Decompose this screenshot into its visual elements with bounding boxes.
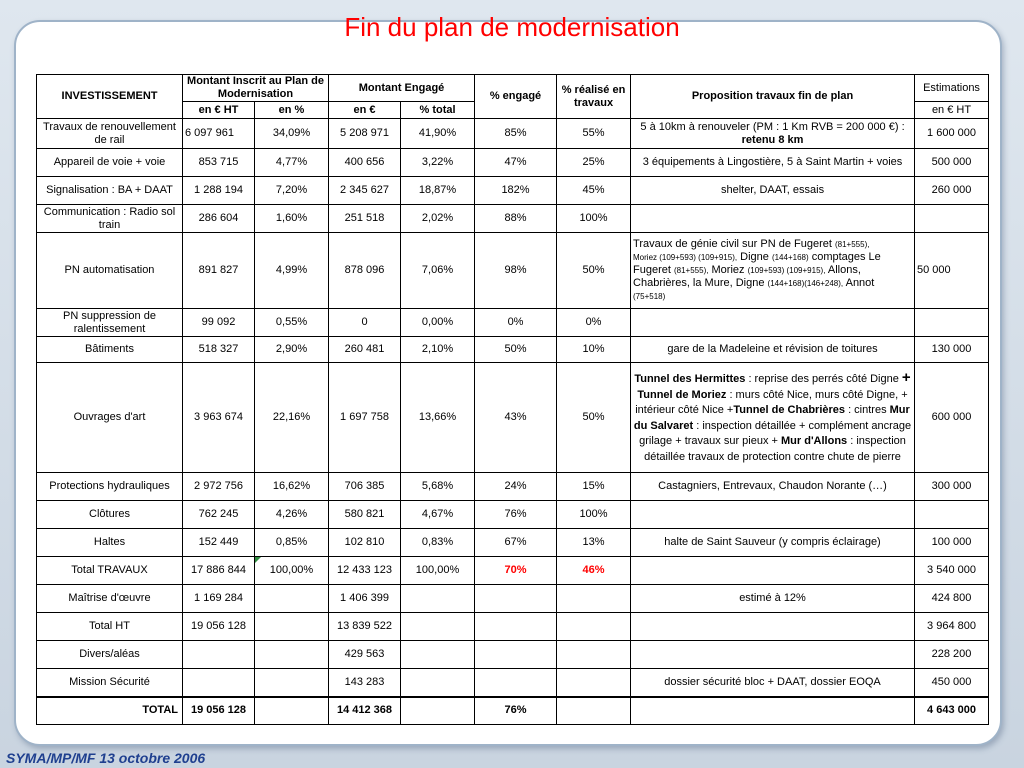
header-proposition: Proposition travaux fin de plan (631, 75, 915, 119)
cell-inscrit-pct: 4,26% (255, 501, 329, 529)
table-row (37, 529, 989, 557)
cell-engage-pct: 2,10% (401, 337, 475, 363)
oa-bold: Tunnel de Moriez (637, 388, 727, 401)
cell-inscrit-pct: 0,55% (255, 309, 329, 337)
cell-inscrit: 853 715 (183, 149, 255, 177)
cell-proposition: gare de la Madeleine et révision de toitures (631, 337, 915, 363)
cell-pct-engage (475, 669, 557, 697)
pn-pk: (144+168) (771, 253, 809, 262)
cell-inscrit: 762 245 (183, 501, 255, 529)
table-row (37, 177, 989, 205)
cell-engage: 260 481 (329, 337, 401, 363)
cell-inscrit: 286 604 (183, 205, 255, 233)
cell-engage-pct: 5,68% (401, 473, 475, 501)
oa-text: : reprise des perrés côté Digne (745, 373, 902, 385)
cell-engage: 878 096 (329, 233, 401, 309)
cell-estimation (915, 205, 989, 233)
investment-table (36, 74, 989, 725)
cell-pct-realise (557, 669, 631, 697)
cell-engage: 429 563 (329, 641, 401, 669)
cell-pct-realise: 25% (557, 149, 631, 177)
cell-inscrit: 19 056 128 (183, 613, 255, 641)
cell-inscrit-pct: 16,62% (255, 473, 329, 501)
cell-pct-realise: 50% (557, 233, 631, 309)
cell-inscrit: 2 972 756 (183, 473, 255, 501)
cell-inscrit-pct: 4,99% (255, 233, 329, 309)
cell-estimation: 424 800 (915, 585, 989, 613)
oa-bold: Tunnel des Hermittes (634, 373, 746, 385)
oa-text: : murs côté Nice, murs côté Digne, + intérieur côté Nice + (635, 388, 908, 416)
pn-text: Moriez (708, 264, 748, 276)
oa-text: : inspection détaillée travaux de protection contre chute de pierre (644, 435, 906, 463)
cell-proposition (631, 613, 915, 641)
cell-proposition: estimé à 12% (631, 585, 915, 613)
table-row (37, 337, 989, 363)
row-label: Maîtrise d'œuvre (37, 585, 183, 613)
cell-pct-engage: 70% (475, 557, 557, 585)
cell-proposition-pn (631, 233, 915, 309)
cell-estimation: 300 000 (915, 473, 989, 501)
footer-text: SYMA/MP/MF 13 octobre 2006 (6, 750, 206, 766)
table-row (37, 309, 989, 337)
row-label: Divers/aléas (37, 641, 183, 669)
cell-engage-pct (401, 585, 475, 613)
cell-pct-realise: 100% (557, 205, 631, 233)
pn-pk: (81+555), (834, 240, 870, 249)
proposition-text: 5 à 10km à renouveler (PM : 1 Km RVB = 200 000 €) : (640, 120, 905, 133)
cell-inscrit-pct (255, 641, 329, 669)
header-montant-inscrit: Montant Inscrit au Plan de Modernisation (183, 75, 329, 102)
cell-pct-engage: 47% (475, 149, 557, 177)
header-pct-realise: % réalisé en travaux (557, 75, 631, 119)
cell-inscrit-pct: 34,09% (255, 119, 329, 149)
total-engage-pct (401, 697, 475, 725)
cell-engage: 400 656 (329, 149, 401, 177)
cell-proposition-oa (631, 363, 915, 473)
cell-pct-engage: 24% (475, 473, 557, 501)
cell-pct-realise: 50% (557, 363, 631, 473)
page-title: Fin du plan de modernisation (344, 12, 680, 42)
oa-bold: Mur d'Allons (781, 435, 848, 447)
pn-text: Digne (737, 251, 772, 263)
cell-pct-realise (557, 613, 631, 641)
row-label: Mission Sécurité (37, 669, 183, 697)
cell-engage: 13 839 522 (329, 613, 401, 641)
row-label: Bâtiments (37, 337, 183, 363)
cell-estimation: 100 000 (915, 529, 989, 557)
cell-inscrit-pct: 4,77% (255, 149, 329, 177)
cell-engage-pct (401, 641, 475, 669)
table-row (37, 613, 989, 641)
header-pct-engage: % engagé (475, 75, 557, 119)
cell-estimation: 500 000 (915, 149, 989, 177)
cell-pct-realise: 10% (557, 337, 631, 363)
cell-estimation: 228 200 (915, 641, 989, 669)
cell-inscrit: 518 327 (183, 337, 255, 363)
cell-pct-engage: 88% (475, 205, 557, 233)
cell-inscrit (183, 669, 255, 697)
cell-proposition: shelter, DAAT, essais (631, 177, 915, 205)
cell-pct-engage: 0% (475, 309, 557, 337)
pn-pk: (144+168)(146+248), (767, 279, 844, 288)
cell-estimation: 450 000 (915, 669, 989, 697)
subheader-pct-total: % total (401, 102, 475, 119)
cell-proposition (631, 309, 915, 337)
cell-engage-pct: 7,06% (401, 233, 475, 309)
cell-estimation: 50 000 (915, 233, 989, 309)
row-label: Haltes (37, 529, 183, 557)
pn-text: Travaux de génie civil sur PN de Fugeret (633, 238, 835, 250)
subheader-est-ht: en € HT (915, 102, 989, 119)
total-row (37, 697, 989, 725)
table-row (37, 585, 989, 613)
cell-inscrit: 6 097 961 (183, 119, 255, 149)
total-inscrit-pct (255, 697, 329, 725)
cell-pct-engage: 85% (475, 119, 557, 149)
cell-pct-engage (475, 613, 557, 641)
cell-engage-pct: 100,00% (401, 557, 475, 585)
cell-engage-pct (401, 613, 475, 641)
subheader-en-eur: en € (329, 102, 401, 119)
cell-engage: 251 518 (329, 205, 401, 233)
cell-pct-engage (475, 641, 557, 669)
pn-pk: (81+555), (673, 266, 709, 275)
oa-bold: Mur du Salvaret (633, 404, 910, 432)
cell-engage-pct: 13,66% (401, 363, 475, 473)
table-row-subtotal (37, 557, 989, 585)
cell-inscrit: 1 288 194 (183, 177, 255, 205)
cell-engage-pct: 3,22% (401, 149, 475, 177)
pn-text: Allons, Chabrières, la Mure, Digne (633, 264, 861, 289)
cell-engage: 706 385 (329, 473, 401, 501)
cell-engage: 580 821 (329, 501, 401, 529)
cell-engage: 143 283 (329, 669, 401, 697)
cell-engage: 1 406 399 (329, 585, 401, 613)
oa-text: : inspection détaillée + complément ancrage grilage + travaux sur pieux + (639, 419, 912, 447)
total-engage: 14 412 368 (329, 697, 401, 725)
cell-engage: 12 433 123 (329, 557, 401, 585)
cell-estimation: 600 000 (915, 363, 989, 473)
cell-engage: 102 810 (329, 529, 401, 557)
cell-inscrit: 1 169 284 (183, 585, 255, 613)
total-inscrit: 19 056 128 (183, 697, 255, 725)
row-label: Clôtures (37, 501, 183, 529)
cell-inscrit-pct (255, 613, 329, 641)
table-row (37, 641, 989, 669)
pn-pk: Moriez (109+593) (109+915), (633, 253, 738, 262)
cell-inscrit: 99 092 (183, 309, 255, 337)
cell-proposition: halte de Saint Sauveur (y compris éclairage) (631, 529, 915, 557)
cell-estimation (915, 501, 989, 529)
total-pct-realise (557, 697, 631, 725)
total-pct-engage: 76% (475, 697, 557, 725)
total-estimation: 4 643 000 (915, 697, 989, 725)
row-label: Signalisation : BA + DAAT (37, 177, 183, 205)
pn-pk: (75+518) (633, 292, 666, 301)
row-label: Appareil de voie + voie (37, 149, 183, 177)
cell-engage-pct (401, 669, 475, 697)
cell-inscrit-pct: 2,90% (255, 337, 329, 363)
cell-inscrit-pct: 0,85% (255, 529, 329, 557)
cell-inscrit-pct: 7,20% (255, 177, 329, 205)
cell-engage: 1 697 758 (329, 363, 401, 473)
cell-pct-realise (557, 585, 631, 613)
cell-engage-pct: 0,00% (401, 309, 475, 337)
header-montant-engage: Montant Engagé (329, 75, 475, 102)
cell-pct-realise (557, 641, 631, 669)
table-row (37, 473, 989, 501)
row-label: Communication : Radio sol train (37, 205, 183, 233)
cell-inscrit-pct: 1,60% (255, 205, 329, 233)
cell-engage-pct: 0,83% (401, 529, 475, 557)
header-investissement: INVESTISSEMENT (37, 75, 183, 119)
total-label: TOTAL (37, 697, 183, 725)
cell-estimation: 130 000 (915, 337, 989, 363)
cell-inscrit-pct (255, 585, 329, 613)
row-label: PN automatisation (37, 233, 183, 309)
row-label: Travaux de renouvellement de rail (37, 119, 183, 149)
cell-proposition (631, 641, 915, 669)
table-row (37, 149, 989, 177)
cell-engage-pct: 4,67% (401, 501, 475, 529)
cell-pct-engage (475, 585, 557, 613)
cell-engage: 2 345 627 (329, 177, 401, 205)
subheader-en-pct: en % (255, 102, 329, 119)
cell-pct-realise: 13% (557, 529, 631, 557)
proposition-bold: retenu 8 km (741, 133, 804, 146)
oa-plus: + (901, 369, 911, 386)
cell-inscrit: 152 449 (183, 529, 255, 557)
cell-pct-engage: 67% (475, 529, 557, 557)
cell-pct-realise: 15% (557, 473, 631, 501)
subheader-en-ht: en € HT (183, 102, 255, 119)
cell-proposition: 3 équipements à Lingostière, 5 à Saint Martin + voies (631, 149, 915, 177)
table-row (37, 205, 989, 233)
table-row (37, 233, 989, 309)
cell-pct-realise: 55% (557, 119, 631, 149)
cell-proposition: Castagniers, Entrevaux, Chaudon Norante (…) (631, 473, 915, 501)
cell-pct-realise: 45% (557, 177, 631, 205)
cell-estimation (915, 309, 989, 337)
cell-estimation: 1 600 000 (915, 119, 989, 149)
cell-pct-realise: 46% (557, 557, 631, 585)
cell-engage: 0 (329, 309, 401, 337)
cell-proposition (631, 557, 915, 585)
cell-inscrit-pct (255, 669, 329, 697)
cell-proposition (631, 119, 915, 149)
cell-engage-pct: 2,02% (401, 205, 475, 233)
oa-bold: Tunnel de Chabrières (733, 404, 846, 416)
oa-text: : cintres (845, 404, 890, 416)
pn-pk: (109+593) (109+915), (747, 266, 826, 275)
cell-pct-engage: 50% (475, 337, 557, 363)
table-row (37, 363, 989, 473)
cell-proposition (631, 205, 915, 233)
cell-pct-realise: 0% (557, 309, 631, 337)
cell-proposition (631, 501, 915, 529)
table-row (37, 119, 989, 149)
header-estimations: Estimations (915, 75, 989, 102)
cell-inscrit: 891 827 (183, 233, 255, 309)
pn-text: comptages Le Fugeret (633, 251, 881, 276)
table-row (37, 669, 989, 697)
header-row (37, 75, 989, 102)
cell-engage-pct: 41,90% (401, 119, 475, 149)
cell-engage: 5 208 971 (329, 119, 401, 149)
row-label: Protections hydrauliques (37, 473, 183, 501)
cell-pct-engage: 98% (475, 233, 557, 309)
cell-proposition: dossier sécurité bloc + DAAT, dossier EOQA (631, 669, 915, 697)
cell-inscrit (183, 641, 255, 669)
cell-inscrit-pct: 22,16% (255, 363, 329, 473)
cell-estimation: 3 540 000 (915, 557, 989, 585)
cell-inscrit-pct: 100,00% (255, 557, 329, 585)
row-label: Total HT (37, 613, 183, 641)
row-label: PN suppression de ralentissement (37, 309, 183, 337)
total-proposition (631, 697, 915, 725)
cell-pct-engage: 182% (475, 177, 557, 205)
cell-estimation: 260 000 (915, 177, 989, 205)
cell-inscrit: 3 963 674 (183, 363, 255, 473)
cell-inscrit: 17 886 844 (183, 557, 255, 585)
cell-engage-pct: 18,87% (401, 177, 475, 205)
cell-pct-realise: 100% (557, 501, 631, 529)
row-label: Total TRAVAUX (37, 557, 183, 585)
cell-pct-engage: 43% (475, 363, 557, 473)
cell-estimation: 3 964 800 (915, 613, 989, 641)
pn-text: Annot (843, 277, 875, 289)
cell-pct-engage: 76% (475, 501, 557, 529)
table-row (37, 501, 989, 529)
row-label: Ouvrages d'art (37, 363, 183, 473)
